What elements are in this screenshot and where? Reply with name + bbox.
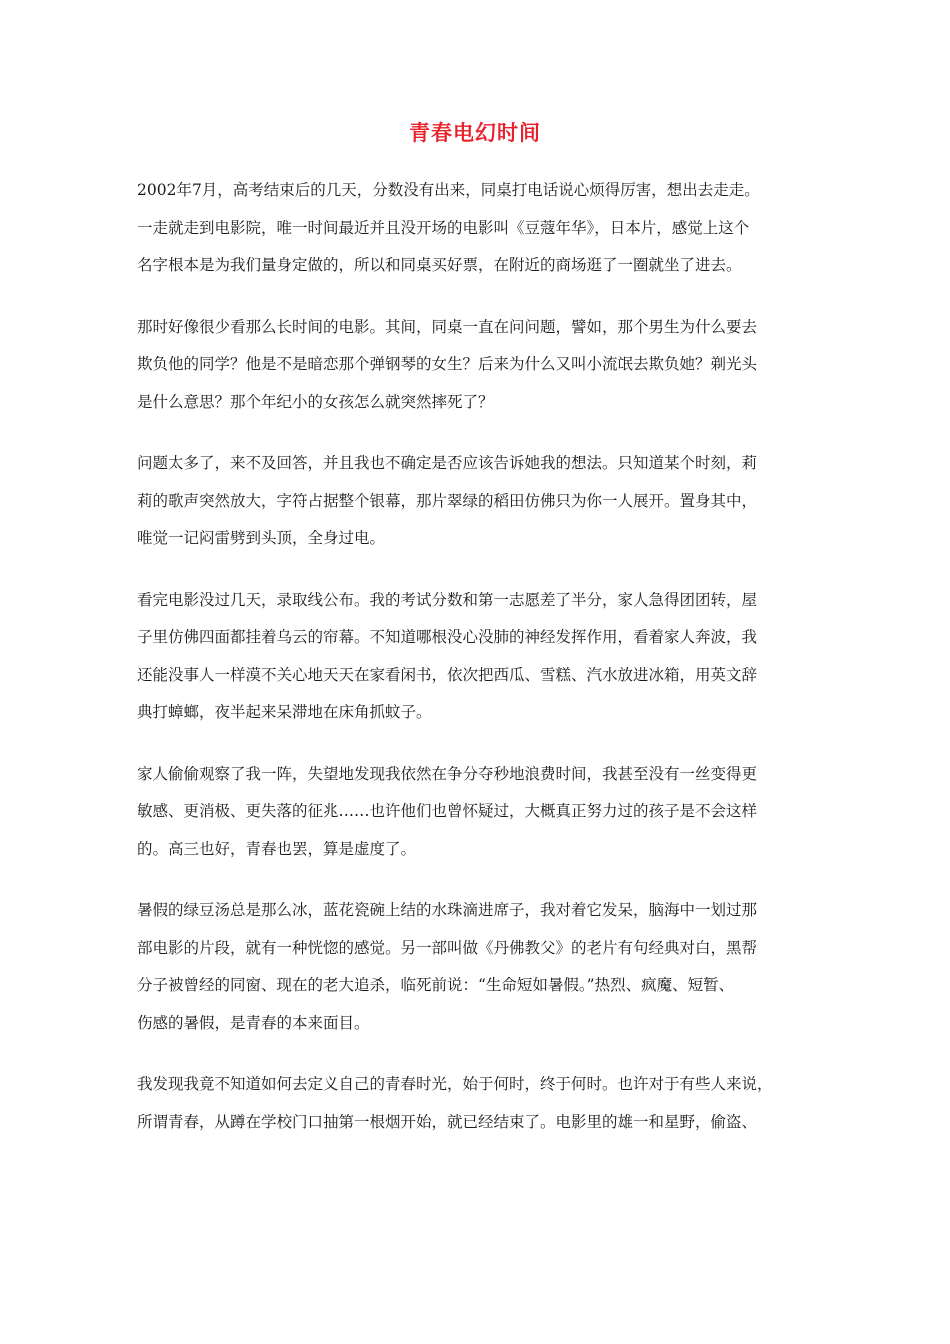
text-line: 家人偷偷观察了我一阵，失望地发现我依然在争分夺秒地浪费时间，我甚至没有一丝变得更 <box>137 764 758 783</box>
text-line: 2002年7月，高考结束后的几天，分数没有出来，同桌打电话说心烦得厉害，想出去走走。 <box>137 181 760 199</box>
paragraph <box>137 582 825 732</box>
text-line: 子里仿佛四面都挂着乌云的帘幕。不知道哪根没心没肺的神经发挥作用，看着家人奔波，我 <box>137 628 758 646</box>
document-title: 青春电幻时间 <box>409 121 541 145</box>
text-line: 的。高三也好，青春也罢，算是虚度了。 <box>137 839 417 858</box>
text-line: 部电影的片段，就有一种恍惚的感觉。另一部叫做《丹佛教父》的老片有句经典对白，黑帮 <box>137 938 758 957</box>
paragraph <box>137 1066 825 1141</box>
text-line: 欺负他的同学？他是不是暗恋那个弹钢琴的女生？后来为什么又叫小流氓去欺负她？剃光头 <box>137 355 758 373</box>
document-body <box>137 172 825 1165</box>
text-line: 伤感的暑假，是青春的本来面目。 <box>137 1013 370 1032</box>
text-line: 是什么意思？那个年纪小的女孩怎么就突然摔死了？ <box>137 392 494 411</box>
paragraph <box>137 172 825 285</box>
text-line: 还能没事人一样漠不关心地天天在家看闲书，依次把西瓜、雪糕、汽水放进冰箱，用英文辞 <box>137 665 758 684</box>
paragraph <box>137 309 825 422</box>
paragraph <box>137 445 825 558</box>
text-line: 名字根本是为我们量身定做的，所以和同桌买好票，在附近的商场逛了一圈就坐了进去。 <box>137 256 742 274</box>
text-line: 典打蟑螂，夜半起来呆滞地在床角抓蚊子。 <box>137 703 432 721</box>
text-line: 唯觉一记闷雷劈到头顶，全身过电。 <box>137 529 386 547</box>
text-line: 一走就走到电影院，唯一时间最近并且没开场的电影叫《豆蔻年华》，日本片，感觉上这个 <box>137 218 750 237</box>
text-line: 问题太多了，来不及回答，并且我也不确定是否应该告诉她我的想法。只知道某个时刻，莉 <box>137 454 758 472</box>
text-line: 敏感、更消极、更失落的征兆……也许他们也曾怀疑过，大概真正努力过的孩子是不会这样 <box>137 802 758 820</box>
text-line: 我发现我竟不知道如何去定义自己的青春时光，始于何时，终于何时。也许对于有些人来说， <box>137 1075 773 1093</box>
text-line: 暑假的绿豆汤总是那么冰，蓝花瓷碗上结的水珠滴进席子，我对着它发呆，脑海中一划过那 <box>137 901 758 919</box>
text-line: 所谓青春，从蹲在学校门口抽第一根烟开始，就已经结束了。电影里的雄一和星野，偷盗、 <box>137 1112 758 1131</box>
text-line: 看完电影没过几天，录取线公布。我的考试分数和第一志愿差了半分，家人急得团团转，屋 <box>137 590 758 609</box>
paragraph <box>137 892 825 1042</box>
paragraph <box>137 756 825 869</box>
text-line: 那时好像很少看那么长时间的电影。其间，同桌一直在问问题，譬如，那个男生为什么要去 <box>137 317 758 336</box>
text-line: 分子被曾经的同窗、现在的老大追杀，临死前说：“生命短如暑假。”热烈、疯魔、短暂、 <box>137 976 735 994</box>
text-line: 莉的歌声突然放大，字符占据整个银幕，那片翠绿的稻田仿佛只为你一人展开。置身其中， <box>137 491 758 510</box>
